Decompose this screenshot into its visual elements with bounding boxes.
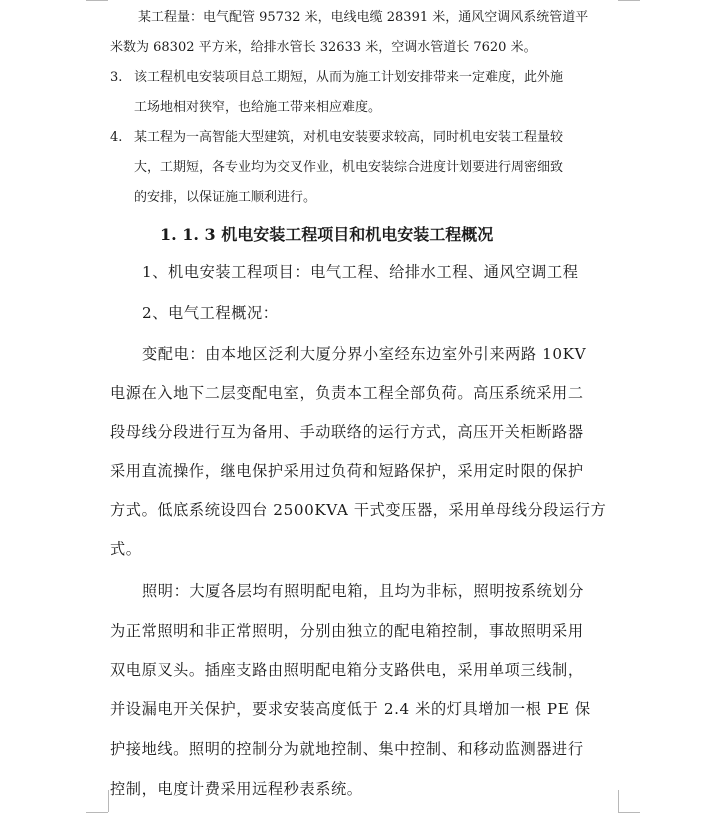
section-heading: 1. 1. 3 机电安装工程项目和机电安装工程概况: [160, 225, 494, 244]
text-line: 采用直流操作，继电保护采用过负荷和短路保护，采用定时限的保护: [110, 462, 584, 480]
crop-mark-bottom-left: [86, 790, 109, 812]
crop-mark-bottom-right: [618, 790, 641, 812]
text-line: 工场地相对狭窄，也给施工带来相应难度。: [134, 100, 382, 115]
text-line: 式。: [110, 540, 142, 558]
text-line: 某工程为一高智能大型建筑，对机电安装要求较高，同时机电安装工程量较: [134, 130, 564, 145]
list-number: 4.: [110, 130, 123, 145]
text-line: 双电原叉头。插座支路由照明配电箱分支路供电，采用单项三线制，: [110, 661, 584, 679]
text-line: 大，工期短，各专业均为交叉作业，机电安装综合进度计划要进行周密细致: [134, 160, 564, 175]
text-line: 米数为 68302 平方米，给排水管长 32633 米，空调水管道长 7620 米。: [110, 40, 537, 55]
text-line: 照明：大厦各层均有照明配电箱，且均为非标，照明按系统划分: [142, 582, 585, 600]
text-line: 变配电：由本地区泛利大厦分界小室经东边室外引来两路 10KV: [142, 345, 587, 363]
crop-mark-top-right: [618, 0, 640, 1]
text-line: 并设漏电开关保护，要求安装高度低于 2.4 米的灯具增加一根 PE 保: [110, 700, 591, 718]
text-line: 的安排，以保证施工顺利进行。: [134, 190, 317, 205]
crop-mark-bottom-left-h: [86, 812, 108, 813]
list-number: 3.: [110, 70, 123, 85]
crop-mark-bottom-right-h: [618, 812, 640, 813]
crop-mark-top-left: [86, 0, 108, 1]
text-line: 2、电气工程概况：: [142, 304, 279, 322]
text-line: 电源在入地下二层变配电室，负责本工程全部负荷。高压系统采用二: [110, 384, 584, 402]
text-line: 段母线分段进行互为备用、手动联络的运行方式，高压开关柜断路器: [110, 423, 584, 441]
text-line: 方式。低底系统设四台 2500KVA 干式变压器，采用单母线分段运行方: [110, 501, 607, 519]
text-line: 1、机电安装工程项目：电气工程、给排水工程、通风空调工程: [142, 263, 579, 281]
text-line: 护接地线。照明的控制分为就地控制、集中控制、和移动监测器进行: [110, 740, 584, 758]
text-line: 该工程机电安装项目总工期短，从而为施工计划安排带来一定难度，此外施: [134, 70, 564, 85]
text-line: 某工程量：电气配管 95732 米，电线电缆 28391 米，通风空调风系统管道平: [138, 10, 589, 25]
text-line: 控制，电度计费采用远程秒表系统。: [110, 780, 363, 798]
text-line: 为正常照明和非正常照明，分别由独立的配电箱控制，事故照明采用: [110, 622, 584, 640]
